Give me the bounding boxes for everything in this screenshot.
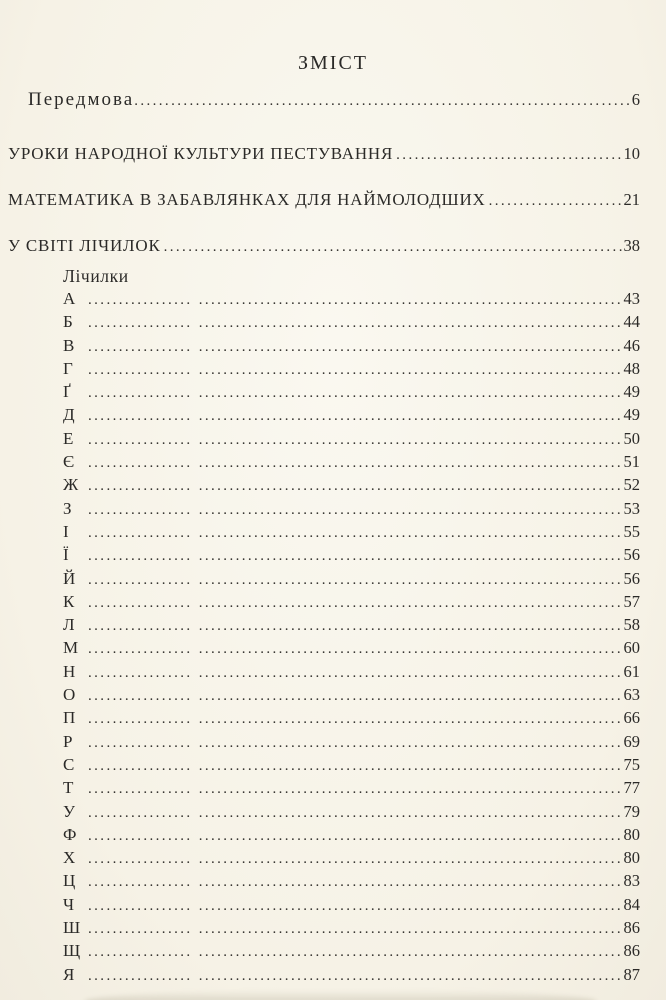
dot-leader <box>88 358 623 381</box>
toc-entry-label: Л <box>63 615 75 635</box>
toc-entry <box>63 684 640 707</box>
dot-leader <box>88 335 623 358</box>
toc-entry-page: 56 <box>623 568 640 588</box>
toc-entry-label: Передмова <box>28 89 135 110</box>
toc-entry <box>63 311 640 334</box>
dot-leader <box>88 637 623 660</box>
page-title: ЗМІСТ <box>297 52 369 74</box>
toc-entry-label: МАТЕМАТИКА В ЗАБАВЛЯНКАХ ДЛЯ НАЙМОЛОДШИХ <box>8 190 486 209</box>
toc-entry-label: УРОКИ НАРОДНОЇ КУЛЬТУРИ ПЕСТУВАННЯ <box>8 144 394 163</box>
toc-entry-page: 84 <box>623 894 640 914</box>
toc-entry-label: Й <box>63 568 76 588</box>
toc-entry-label: К <box>63 591 75 611</box>
toc-entry-label: Ш <box>63 918 81 938</box>
toc-entry-label: С <box>63 754 75 774</box>
toc-entry <box>63 568 640 591</box>
toc-entry-label: Ч <box>63 894 75 914</box>
dot-leader <box>88 661 623 684</box>
dot-leader <box>88 451 623 474</box>
toc-sections <box>0 143 666 258</box>
toc-entry <box>63 731 640 754</box>
dot-leader <box>134 89 631 112</box>
toc-entry-page: 50 <box>623 428 640 448</box>
dot-leader <box>88 404 623 427</box>
toc-entry-label: А <box>63 289 76 308</box>
toc-entry-page: 51 <box>623 452 640 472</box>
dot-leader <box>88 940 623 963</box>
dot-leader <box>489 189 623 212</box>
dot-leader <box>88 521 623 544</box>
dot-leader <box>88 707 623 730</box>
dot-leader <box>88 964 623 987</box>
toc-entry-page: 80 <box>623 848 640 868</box>
toc-entry-page: 6 <box>631 90 640 109</box>
dot-leader <box>88 777 623 800</box>
dot-leader <box>88 498 623 521</box>
toc-entry-page: 80 <box>623 824 640 844</box>
toc-entry <box>63 917 640 940</box>
toc-entry-page: 86 <box>623 941 640 961</box>
dot-leader <box>88 544 623 567</box>
toc-entry-page: 69 <box>623 731 640 751</box>
toc-entry-page: 46 <box>623 335 640 355</box>
toc-entry <box>63 777 640 800</box>
toc-entry <box>63 335 640 358</box>
page-bottom-shadow <box>85 990 596 1000</box>
dot-leader <box>88 614 623 637</box>
dot-leader <box>88 847 623 870</box>
toc-entry <box>63 754 640 777</box>
toc-entry-page: 57 <box>623 591 640 611</box>
toc-entry <box>63 428 640 451</box>
toc-entry <box>63 824 640 847</box>
toc-entry-page: 79 <box>623 801 640 821</box>
toc-entry-page: 83 <box>623 871 640 891</box>
toc-entry-page: 56 <box>623 545 640 565</box>
dot-leader <box>396 143 622 166</box>
dot-leader <box>88 870 623 893</box>
toc-entry <box>63 544 640 567</box>
toc-entry-label: Ж <box>63 475 79 495</box>
toc-entry-label: М <box>63 638 79 658</box>
toc-entry-page: 21 <box>623 190 640 209</box>
toc-entry-label: Б <box>63 312 73 332</box>
toc-entry-page: 10 <box>623 144 640 163</box>
toc-entry <box>8 143 640 166</box>
dot-leader <box>88 311 623 334</box>
toc-entry-page: 66 <box>623 708 640 728</box>
toc-entry <box>63 870 640 893</box>
toc-entry <box>63 847 640 870</box>
toc-subheader: Лічилки <box>63 266 129 286</box>
toc-entry <box>8 189 640 212</box>
toc-entry-page: 75 <box>623 754 640 774</box>
toc-entry <box>63 940 640 963</box>
toc-entry-label: Х <box>63 848 76 868</box>
dot-leader <box>88 731 623 754</box>
toc-entry-label: Ц <box>63 871 76 891</box>
dot-leader <box>88 754 623 777</box>
toc-entry-page: 86 <box>623 918 640 938</box>
toc-entry <box>63 474 640 497</box>
toc-entry-label: Я <box>63 964 75 984</box>
toc-entry-label: Т <box>63 778 74 798</box>
toc-entry <box>63 288 640 311</box>
toc-entry <box>63 661 640 684</box>
dot-leader <box>88 801 623 824</box>
toc-entry-label: П <box>63 708 76 728</box>
dot-leader <box>164 235 623 258</box>
toc-entry <box>63 801 640 824</box>
dot-leader <box>88 288 623 311</box>
dot-leader <box>88 568 623 591</box>
toc-entry-label: І <box>63 521 69 541</box>
toc-entry <box>63 637 640 660</box>
toc-entry-label: Ї <box>63 545 69 565</box>
toc-entry-page: 53 <box>623 498 640 518</box>
toc-entry-page: 43 <box>623 289 640 308</box>
toc-entry-page: 49 <box>623 405 640 425</box>
toc-entry-page: 44 <box>623 312 640 332</box>
toc-entry-label: В <box>63 335 75 355</box>
dot-leader <box>88 684 623 707</box>
toc-entry-label: Д <box>63 405 75 425</box>
toc-entry-label: У <box>63 801 76 821</box>
toc-entry-label: Ф <box>63 824 77 844</box>
toc-entry <box>63 614 640 637</box>
toc-entry-page: 38 <box>623 236 640 255</box>
toc-entry <box>63 404 640 427</box>
toc-entry <box>63 498 640 521</box>
toc-entry-page: 61 <box>623 661 640 681</box>
toc-entry-page: 55 <box>623 521 640 541</box>
toc-entry-page: 58 <box>623 615 640 635</box>
toc-entry-page: 52 <box>623 475 640 495</box>
dot-leader <box>88 894 623 917</box>
dot-leader <box>88 917 623 940</box>
toc-entry <box>8 235 640 258</box>
toc-entry-label: Ґ <box>63 382 71 402</box>
toc-entry-label: Н <box>63 661 76 681</box>
toc-entry-page: 77 <box>623 778 640 798</box>
toc-letter-list <box>63 288 640 987</box>
toc-entry-page: 87 <box>623 964 640 984</box>
toc-entry-label: Р <box>63 731 73 751</box>
dot-leader <box>88 824 623 847</box>
toc-entry-page: 63 <box>623 685 640 705</box>
toc-entry-label: Е <box>63 428 74 448</box>
toc-entry-label: О <box>63 685 76 705</box>
toc-entry-page: 48 <box>623 358 640 378</box>
toc-entry <box>63 381 640 404</box>
toc-entry <box>63 591 640 614</box>
toc-entry-label: У СВІТІ ЛІЧИЛОК <box>8 236 161 255</box>
dot-leader <box>88 381 623 404</box>
toc-entry <box>63 358 640 381</box>
toc-entry <box>63 964 640 987</box>
toc-entry <box>63 451 640 474</box>
toc-entry-page: 49 <box>623 382 640 402</box>
dot-leader <box>88 474 623 497</box>
toc-entry-label: Є <box>63 452 75 472</box>
toc-entry <box>63 707 640 730</box>
dot-leader <box>88 591 623 614</box>
toc-entry-preface <box>28 89 640 112</box>
toc-entry-label: Г <box>63 358 73 378</box>
toc-entry <box>63 521 640 544</box>
toc-entry-page: 60 <box>623 638 640 658</box>
toc-entry-label: З <box>63 498 72 518</box>
dot-leader <box>88 428 623 451</box>
toc-entry <box>63 894 640 917</box>
toc-entry-label: Щ <box>63 941 81 961</box>
